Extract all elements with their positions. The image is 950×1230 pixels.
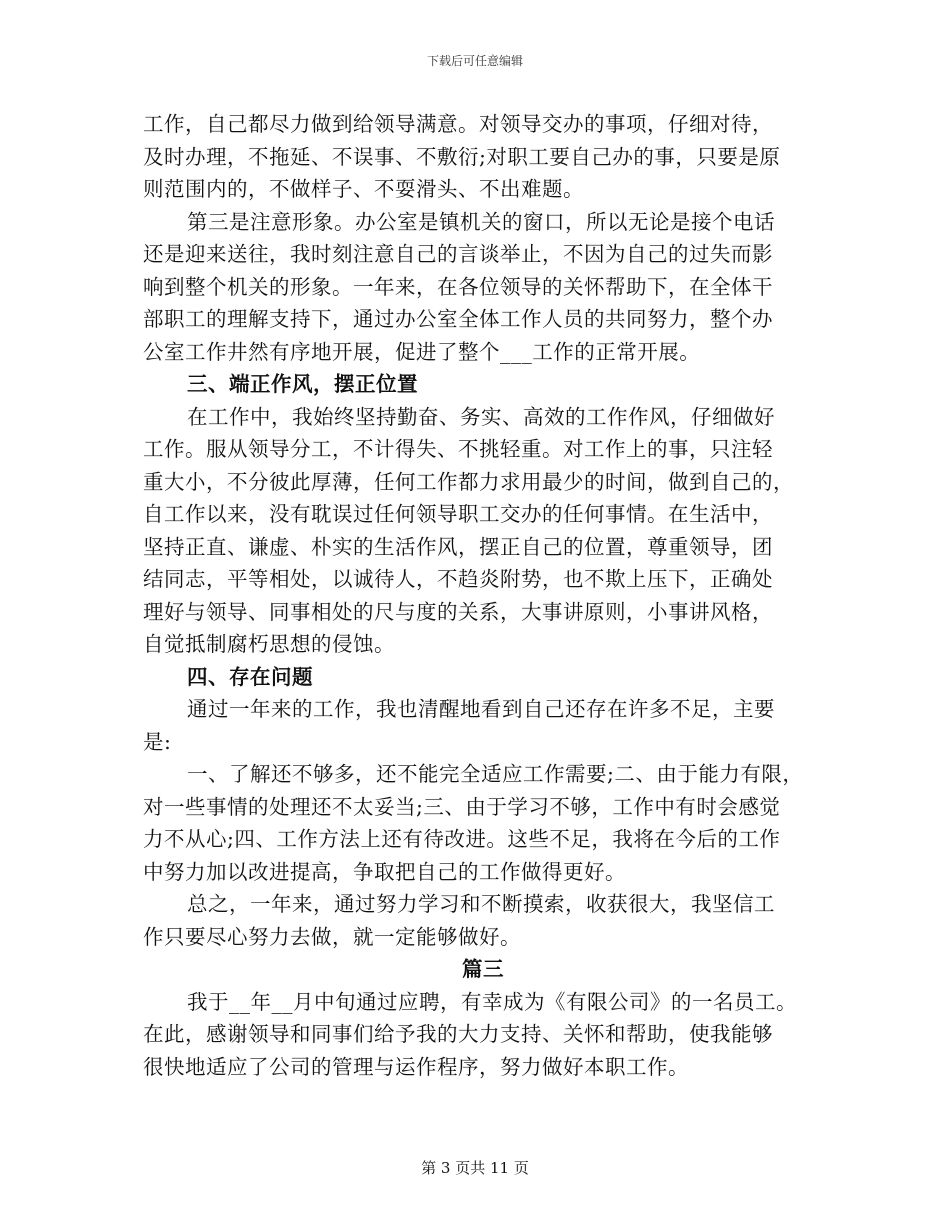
paragraph-line: 中努力加以改进提高，争取把自己的工作做得更好。 (143, 859, 626, 884)
section-heading: 四、存在问题 (187, 664, 313, 689)
page-footer: 第 3 页共 11 页 (421, 1159, 529, 1177)
paragraph-line: 坚持正直、谦虚、朴实的生活作风，摆正自己的位置，尊重领导，团 (143, 534, 773, 559)
paragraph-line: 我于__年__月中旬通过应聘，有幸成为《有限公司》的一名员工。 (187, 989, 797, 1014)
paragraph-line: 通过一年来的工作，我也清醒地看到自己还存在许多不足，主要 (187, 697, 775, 721)
paragraph-line: 作只要尽心努力去做，就一定能够做好。 (143, 924, 521, 949)
paragraph-line: 重大小，不分彼此厚薄，任何工作都力求用最少的时间，做到自己的， (143, 469, 794, 494)
paragraph-line: 在工作中，我始终坚持勤奋、务实、高效的工作作风，仔细做好 (187, 404, 775, 429)
paragraph-line: 很快地适应了公司的管理与运作程序，努力做好本职工作。 (143, 1054, 689, 1079)
paragraph-line: 自工作以来，没有耽误过任何领导职工交办的任何事情。在生活中， (143, 502, 773, 526)
paragraph-line: 及时办理，不拖延、不误事、不敷衍;对职工要自己办的事，只要是原 (143, 144, 781, 169)
page-header: 下载后可任意编辑 (426, 54, 523, 68)
section-heading: 三、端正作风，摆正位置 (187, 372, 418, 396)
paragraph-line: 理好与领导、同事相处的尺与度的关系，大事讲原则，小事讲风格， (143, 599, 773, 624)
paragraph-line: 总之，一年来，通过努力学习和不断摸索，收获很大，我坚信工 (187, 892, 775, 916)
paragraph-line: 工作。服从领导分工，不计得失、不挑轻重。对工作上的事，只注轻 (143, 437, 773, 461)
paragraph-line: 对一些事情的处理还不太妥当;三、由于学习不够，工作中有时会感觉 (143, 794, 781, 819)
document-body (143, 108, 823, 1083)
paragraph-line: 工作，自己都尽力做到给领导满意。对领导交办的事项，仔细对待， (143, 112, 773, 136)
paragraph-line: 力不从心;四、工作方法上还有待改进。这些不足，我将在今后的工作 (143, 827, 781, 851)
paragraph-line: 则范围内的，不做样子、不耍滑头、不出难题。 (143, 177, 584, 201)
paragraph-line: 一、了解还不够多，还不能完全适应工作需要;二、由于能力有限， (187, 762, 804, 786)
paragraph-line: 部职工的理解支持下，通过办公室全体工作人员的共同努力，整个办 (143, 307, 773, 331)
paragraph-line: 在此，感谢领导和同事们给予我的大力支持、关怀和帮助，使我能够 (143, 1022, 773, 1046)
paragraph-line: 第三是注意形象。办公室是镇机关的窗口，所以无论是接个电话 (187, 209, 775, 234)
paragraph-line: 自觉抵制腐朽思想的侵蚀。 (143, 632, 395, 656)
paragraph-line: 结同志，平等相处，以诚待人，不趋炎附势，也不欺上压下，正确处 (143, 567, 773, 591)
paragraph-line: 还是迎来送往，我时刻注意自己的言谈举止，不因为自己的过失而影 (143, 242, 773, 266)
paragraph-line: 是: (143, 729, 172, 754)
paragraph-line: 响到整个机关的形象。一年来，在各位领导的关怀帮助下，在全体干 (143, 274, 773, 299)
paragraph-line: 公室工作井然有序地开展，促进了整个___工作的正常开展。 (143, 339, 701, 364)
chapter-title: 篇三 (462, 957, 504, 981)
